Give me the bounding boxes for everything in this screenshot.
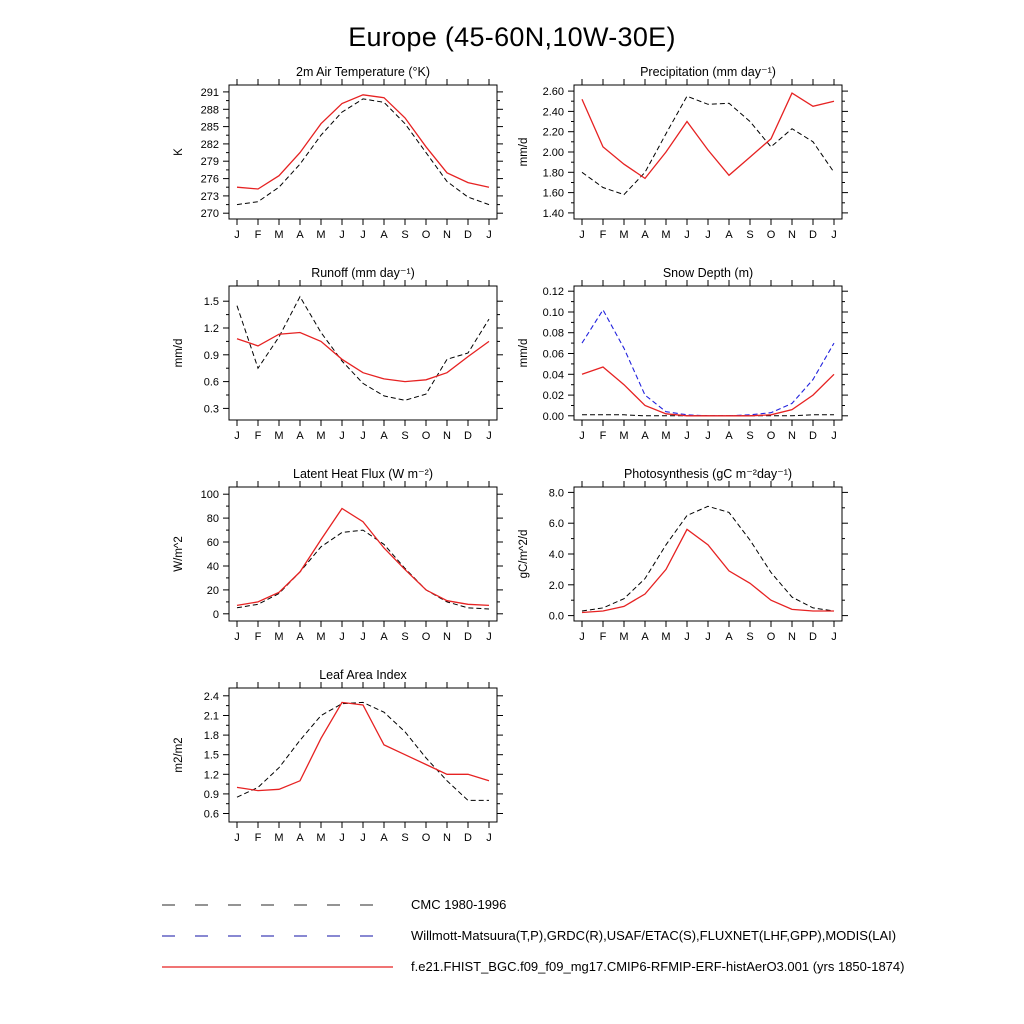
x-tick-label: J [486,631,492,643]
legend-item [160,920,1024,951]
series-line-model [237,509,489,606]
y-tick-label: 0.0 [548,610,564,623]
y-tick-label: 1.5 [203,749,219,762]
y-tick-label: 100 [200,489,219,502]
chart-latent-heat-flux [167,465,512,649]
x-tick-label: J [705,229,711,241]
chart-svg [512,264,852,448]
page-title: Europe (45-60N,10W-30E) [348,22,676,52]
legend-line-sample-icon [160,930,395,942]
x-tick-label: N [443,832,451,844]
x-tick-label: J [579,229,585,241]
x-tick-label: M [274,832,284,844]
chart-title: Latent Heat Flux (W m⁻²) [293,467,433,481]
x-tick-label: J [486,229,492,241]
charts-grid [167,63,857,867]
x-tick-label: J [831,631,837,643]
x-tick-label: M [619,430,629,442]
y-tick-label: 0.6 [203,376,219,389]
series-line-obs [237,297,489,401]
y-tick-label: 0.02 [542,390,564,403]
plot-frame [229,286,497,420]
chart-svg [167,63,507,247]
chart-snow-depth [512,264,857,448]
x-tick-label: S [746,430,754,442]
legend-line-sample-icon [160,961,395,973]
x-tick-label: O [421,229,431,241]
y-tick-label: 2.4 [203,690,219,703]
legend-item [160,951,1024,982]
y-tick-label: 0 [212,608,219,621]
legend-label: Willmott-Matsuura(T,P),GRDC(R),USAF/ETAC(S),FLUXNET(LHF,GPP),MODIS(LAI) [411,928,897,943]
y-tick-label: 1.60 [542,187,564,200]
x-tick-label: O [766,229,776,241]
x-tick-label: A [296,631,304,643]
x-tick-label: A [296,229,304,241]
plot-frame [229,85,497,219]
x-tick-label: S [401,430,409,442]
plot-frame [229,487,497,621]
x-tick-label: D [809,229,817,241]
y-tick-label: 0.04 [542,369,564,382]
x-tick-label: F [254,229,262,241]
x-tick-label: N [443,430,451,442]
y-tick-label: 0.6 [203,808,219,821]
x-tick-label: S [401,832,409,844]
x-tick-label: O [421,832,431,844]
y-tick-label: 285 [200,121,219,134]
x-tick-label: J [234,229,240,241]
x-tick-label: N [788,631,796,643]
x-tick-label: A [296,430,304,442]
series-line-obs2 [582,310,834,416]
x-tick-label: J [831,430,837,442]
x-tick-label: S [401,631,409,643]
x-tick-label: F [254,430,262,442]
series-line-model [237,333,489,382]
y-tick-label: 20 [206,584,219,597]
chart-title: Snow Depth (m) [662,266,754,280]
chart-leaf-area-index [167,666,512,850]
y-tick-label: 276 [200,173,219,186]
series-line-model [582,367,834,416]
x-tick-label: J [705,631,711,643]
y-axis-label: mm/d [173,338,185,368]
y-tick-label: 273 [200,190,219,203]
y-tick-label: 4.0 [548,549,564,561]
y-tick-label: 0.3 [203,403,219,416]
series-line-model [582,93,834,178]
x-tick-label: M [274,430,284,442]
chart-photosynthesis [512,465,857,649]
x-tick-label: A [641,631,649,643]
x-tick-label: F [254,631,262,643]
x-tick-label: O [421,430,431,442]
x-tick-label: J [684,631,690,643]
y-tick-label: 2.40 [542,106,564,119]
y-tick-label: 0.08 [542,327,564,340]
x-tick-label: D [809,430,817,442]
x-tick-label: M [316,832,326,844]
y-tick-label: 0.10 [542,307,564,319]
x-tick-label: A [380,832,388,844]
x-tick-label: S [401,229,409,241]
series-line-model [237,702,489,790]
x-tick-label: M [316,631,326,643]
x-tick-label: M [274,229,284,241]
x-tick-label: N [443,229,451,241]
y-axis-label: m2/m2 [173,737,185,773]
y-tick-label: 8.0 [548,487,564,500]
x-tick-label: J [360,430,366,442]
y-tick-label: 0.9 [203,349,219,362]
x-tick-label: D [464,832,472,844]
y-tick-label: 1.80 [542,167,564,180]
x-tick-label: F [599,430,607,442]
x-tick-label: J [339,832,345,844]
chart-svg [512,465,852,649]
series-line-obs [582,96,834,194]
x-tick-label: M [316,229,326,241]
chart-precipitation [512,63,857,247]
legend-label: CMC 1980-1996 [411,897,507,912]
chart-air-temperature [167,63,512,247]
x-tick-label: A [725,229,733,241]
x-tick-label: M [661,631,671,643]
y-tick-label: 2.60 [542,86,564,99]
x-tick-label: M [316,430,326,442]
legend-line-sample-icon [160,899,395,911]
chart-title: Leaf Area Index [319,668,407,682]
y-tick-label: 288 [200,104,219,117]
x-tick-label: J [486,832,492,844]
series-line-obs [237,702,489,800]
climate-figure-page [0,22,1024,982]
x-tick-label: O [766,430,776,442]
y-tick-label: 0.00 [542,410,564,423]
y-tick-label: 1.40 [542,207,564,220]
chart-title: 2m Air Temperature (°K) [296,65,430,79]
x-tick-label: J [684,229,690,241]
x-tick-label: F [254,832,262,844]
y-tick-label: 2.1 [203,710,219,723]
y-tick-label: 1.2 [203,323,219,335]
x-tick-label: N [788,430,796,442]
plot-frame [574,85,842,219]
y-tick-label: 291 [200,86,219,99]
chart-svg [167,465,507,649]
series-line-obs [237,99,489,205]
x-tick-label: S [746,229,754,241]
y-tick-label: 80 [206,513,219,526]
x-tick-label: D [809,631,817,643]
x-tick-label: D [464,430,472,442]
x-tick-label: M [274,631,284,643]
y-tick-label: 279 [200,156,219,169]
x-tick-label: A [641,229,649,241]
y-tick-label: 6.0 [548,518,564,531]
x-tick-label: J [234,631,240,643]
chart-title: Precipitation (mm day⁻¹) [640,65,776,79]
chart-svg [167,666,507,850]
x-tick-label: A [296,832,304,844]
y-tick-label: 1.8 [203,730,219,743]
y-tick-label: 2.20 [542,126,564,139]
legend-label: f.e21.FHIST_BGC.f09_f09_mg17.CMIP6-RFMIP-ERF-histAerO3.001 (yrs 1850-1874) [411,959,905,974]
x-tick-label: A [725,430,733,442]
chart-svg [167,264,507,448]
chart-svg [512,63,852,247]
x-tick-label: O [421,631,431,643]
y-tick-label: 2.00 [542,147,564,159]
y-tick-label: 60 [206,537,219,549]
y-axis-label: mm/d [518,137,530,167]
x-tick-label: J [486,430,492,442]
legend [160,889,1024,982]
x-tick-label: M [619,631,629,643]
x-tick-label: J [360,229,366,241]
plot-frame [229,688,497,822]
series-line-obs [237,530,489,609]
y-tick-label: 1.2 [203,769,219,782]
plot-frame [574,487,842,621]
x-tick-label: F [599,229,607,241]
y-tick-label: 0.06 [542,348,564,361]
chart-title: Photosynthesis (gC m⁻²day⁻¹) [623,467,793,481]
y-tick-label: 0.12 [542,286,564,299]
x-tick-label: J [684,430,690,442]
y-tick-label: 0.9 [203,788,219,801]
x-tick-label: J [579,631,585,643]
x-tick-label: M [619,229,629,241]
x-tick-label: A [380,430,388,442]
x-tick-label: J [339,631,345,643]
x-tick-label: J [705,430,711,442]
y-tick-label: 270 [200,208,219,221]
y-tick-label: 2.0 [548,579,564,592]
x-tick-label: J [339,430,345,442]
x-tick-label: A [725,631,733,643]
x-tick-label: M [661,229,671,241]
series-line-obs [582,506,834,611]
y-axis-label: W/m^2 [173,536,185,572]
series-line-model [237,95,489,189]
y-axis-label: mm/d [518,338,530,368]
x-tick-label: S [746,631,754,643]
x-tick-label: A [380,631,388,643]
y-axis-label: K [173,148,185,156]
x-tick-label: F [599,631,607,643]
x-tick-label: D [464,631,472,643]
x-tick-label: A [380,229,388,241]
x-tick-label: J [234,430,240,442]
x-tick-label: J [579,430,585,442]
x-tick-label: J [234,832,240,844]
x-tick-label: J [831,229,837,241]
chart-title: Runoff (mm day⁻¹) [311,266,415,280]
x-tick-label: J [339,229,345,241]
y-tick-label: 40 [206,561,219,573]
x-tick-label: J [360,832,366,844]
x-tick-label: O [766,631,776,643]
series-line-model [582,529,834,612]
chart-runoff [167,264,512,448]
x-tick-label: J [360,631,366,643]
legend-item [160,889,1024,920]
x-tick-label: M [661,430,671,442]
x-tick-label: N [788,229,796,241]
y-axis-label: gC/m^2/d [518,529,530,579]
y-tick-label: 1.5 [203,296,219,309]
y-tick-label: 282 [200,138,219,151]
x-tick-label: A [641,430,649,442]
x-tick-label: N [443,631,451,643]
plot-frame [574,286,842,420]
x-tick-label: D [464,229,472,241]
